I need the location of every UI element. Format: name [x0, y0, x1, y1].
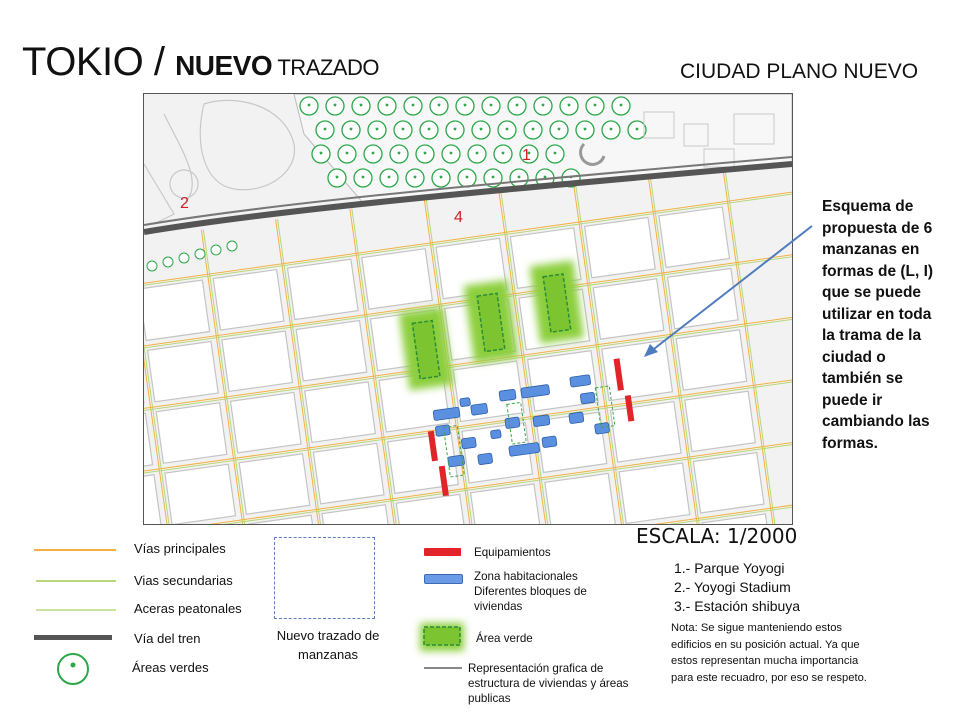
block: [693, 453, 764, 513]
tree-trunk: [558, 128, 561, 131]
tree-trunk: [466, 176, 469, 179]
tree-trunk: [424, 152, 427, 155]
tree-trunk: [464, 104, 467, 107]
block: [619, 463, 690, 523]
legend-zona-hab: Zona habitacionales Diferentes bloques de viviendas: [474, 570, 587, 613]
tree-icon: [55, 652, 91, 686]
block: [296, 321, 367, 381]
tree-trunk: [428, 128, 431, 131]
tree-trunk: [502, 152, 505, 155]
legend-equipamientos: Equipamientos: [474, 546, 551, 559]
tree-trunk: [388, 176, 391, 179]
reference-1: 1.- Parque Yoyogi: [674, 560, 785, 576]
legend-swatch-secundaria: [36, 580, 116, 582]
tree-trunk: [438, 104, 441, 107]
block: [144, 413, 153, 473]
block: [222, 331, 293, 391]
tree-trunk: [346, 152, 349, 155]
callout-text: Esquema de propuesta de 6 manzanas en formas de (L, I) que se puede utilizar en toda la trama de la ciudad o también se puede ir cambiando las formas.: [822, 198, 934, 452]
block: [388, 433, 459, 493]
small-tree: [211, 245, 221, 255]
page-title: [22, 40, 379, 85]
tree-trunk: [308, 104, 311, 107]
tree-trunk: [492, 176, 495, 179]
tree-trunk: [336, 176, 339, 179]
block: [213, 270, 284, 330]
block: [144, 475, 161, 524]
reference-3: 3.- Estación shibuya: [674, 598, 801, 614]
tree-trunk: [480, 128, 483, 131]
map-label-1: 1: [522, 147, 531, 164]
legend-swatch-trazado: [274, 537, 375, 619]
block: [144, 280, 210, 340]
block: [322, 505, 393, 524]
tree-trunk: [398, 152, 401, 155]
legend-swatch-principal: [34, 549, 116, 551]
tree-trunk: [506, 128, 509, 131]
yoyogi-stadium: [144, 100, 294, 224]
callout-arrow: [640, 220, 820, 360]
tree-trunk: [542, 104, 545, 107]
block: [305, 382, 376, 442]
block: [362, 249, 433, 309]
title-bold: NUEVO: [175, 50, 273, 81]
block: [239, 454, 310, 514]
tree-trunk: [414, 176, 417, 179]
legend-areas-verdes: Áreas verdes: [132, 660, 209, 675]
tree-trunk: [490, 104, 493, 107]
tree-trunk: [372, 152, 375, 155]
tree-trunk: [518, 176, 521, 179]
legend-representacion: Representación grafica de estructura de viviendas y áreas publicas: [468, 662, 629, 705]
legend-aceras: Aceras peatonales: [134, 601, 242, 616]
block: [230, 392, 301, 452]
legend-area-verde: Área verde: [476, 632, 533, 645]
tree-trunk: [476, 152, 479, 155]
block: [685, 391, 756, 451]
small-tree: [163, 257, 173, 267]
tree-trunk: [594, 104, 597, 107]
small-tree: [179, 253, 189, 263]
tree-trunk: [440, 176, 443, 179]
page-subtitle: CIUDAD PLANO NUEVO: [680, 60, 919, 83]
legend-swatch-area-verde: [410, 615, 474, 659]
block: [148, 341, 219, 401]
tree-trunk: [620, 104, 623, 107]
block: [610, 402, 681, 462]
small-tree: [227, 241, 237, 251]
block: [545, 473, 616, 524]
tree-trunk: [532, 128, 535, 131]
tree-trunk: [568, 104, 571, 107]
legend-swatch-equip: [424, 548, 461, 556]
block: [702, 514, 773, 524]
tree-trunk: [362, 176, 365, 179]
tree-trunk: [360, 104, 363, 107]
tree-trunk: [376, 128, 379, 131]
tree-trunk: [554, 152, 557, 155]
map-label-2: 2: [180, 195, 189, 212]
small-trees-row: [147, 241, 237, 271]
legend-swatch-tren: [34, 635, 112, 640]
map-label-4: 4: [454, 209, 463, 226]
tree-trunk: [584, 128, 587, 131]
tree-trunk: [412, 104, 415, 107]
tree-trunk: [610, 128, 613, 131]
legend-swatch-representacion: [424, 667, 462, 669]
tree-trunk: [386, 104, 389, 107]
title-city: TOKIO: [22, 40, 144, 84]
tree-trunk: [402, 128, 405, 131]
tree-trunk: [324, 128, 327, 131]
tree-trunk: [320, 152, 323, 155]
block: [156, 403, 227, 463]
legend-vias-principales: Vías principales: [134, 541, 226, 556]
tree-trunk: [450, 152, 453, 155]
legend-nuevo-trazado: Nuevo trazado de manzanas: [276, 628, 380, 662]
small-tree: [147, 261, 157, 271]
tree-trunk: [516, 104, 519, 107]
tree-trunk: [454, 128, 457, 131]
reference-2: 2.- Yoyogi Stadium: [674, 579, 791, 595]
legend-swatch-aceras: [36, 609, 116, 611]
block: [165, 464, 236, 524]
legend-swatch-hab: [424, 574, 463, 584]
title-rest: TRAZADO: [272, 55, 379, 80]
note-text: Nota: Se sigue manteniendo estos edificios en su posición actual. Ya que estos representan mucha importancia para este recuadro, por eso se respeto.: [671, 622, 867, 684]
legend-vias-secundarias: Vias secundarias: [134, 573, 233, 588]
tree-trunk: [334, 104, 337, 107]
small-tree: [195, 249, 205, 259]
scale-label: ESCALA: 1/2000: [636, 524, 798, 548]
tree-trunk: [350, 128, 353, 131]
tree-trunk: [636, 128, 639, 131]
title-separator: /: [143, 40, 176, 84]
block: [288, 259, 359, 319]
block: [313, 443, 384, 503]
block: [471, 484, 542, 524]
legend-via-tren: Vía del tren: [134, 631, 201, 646]
